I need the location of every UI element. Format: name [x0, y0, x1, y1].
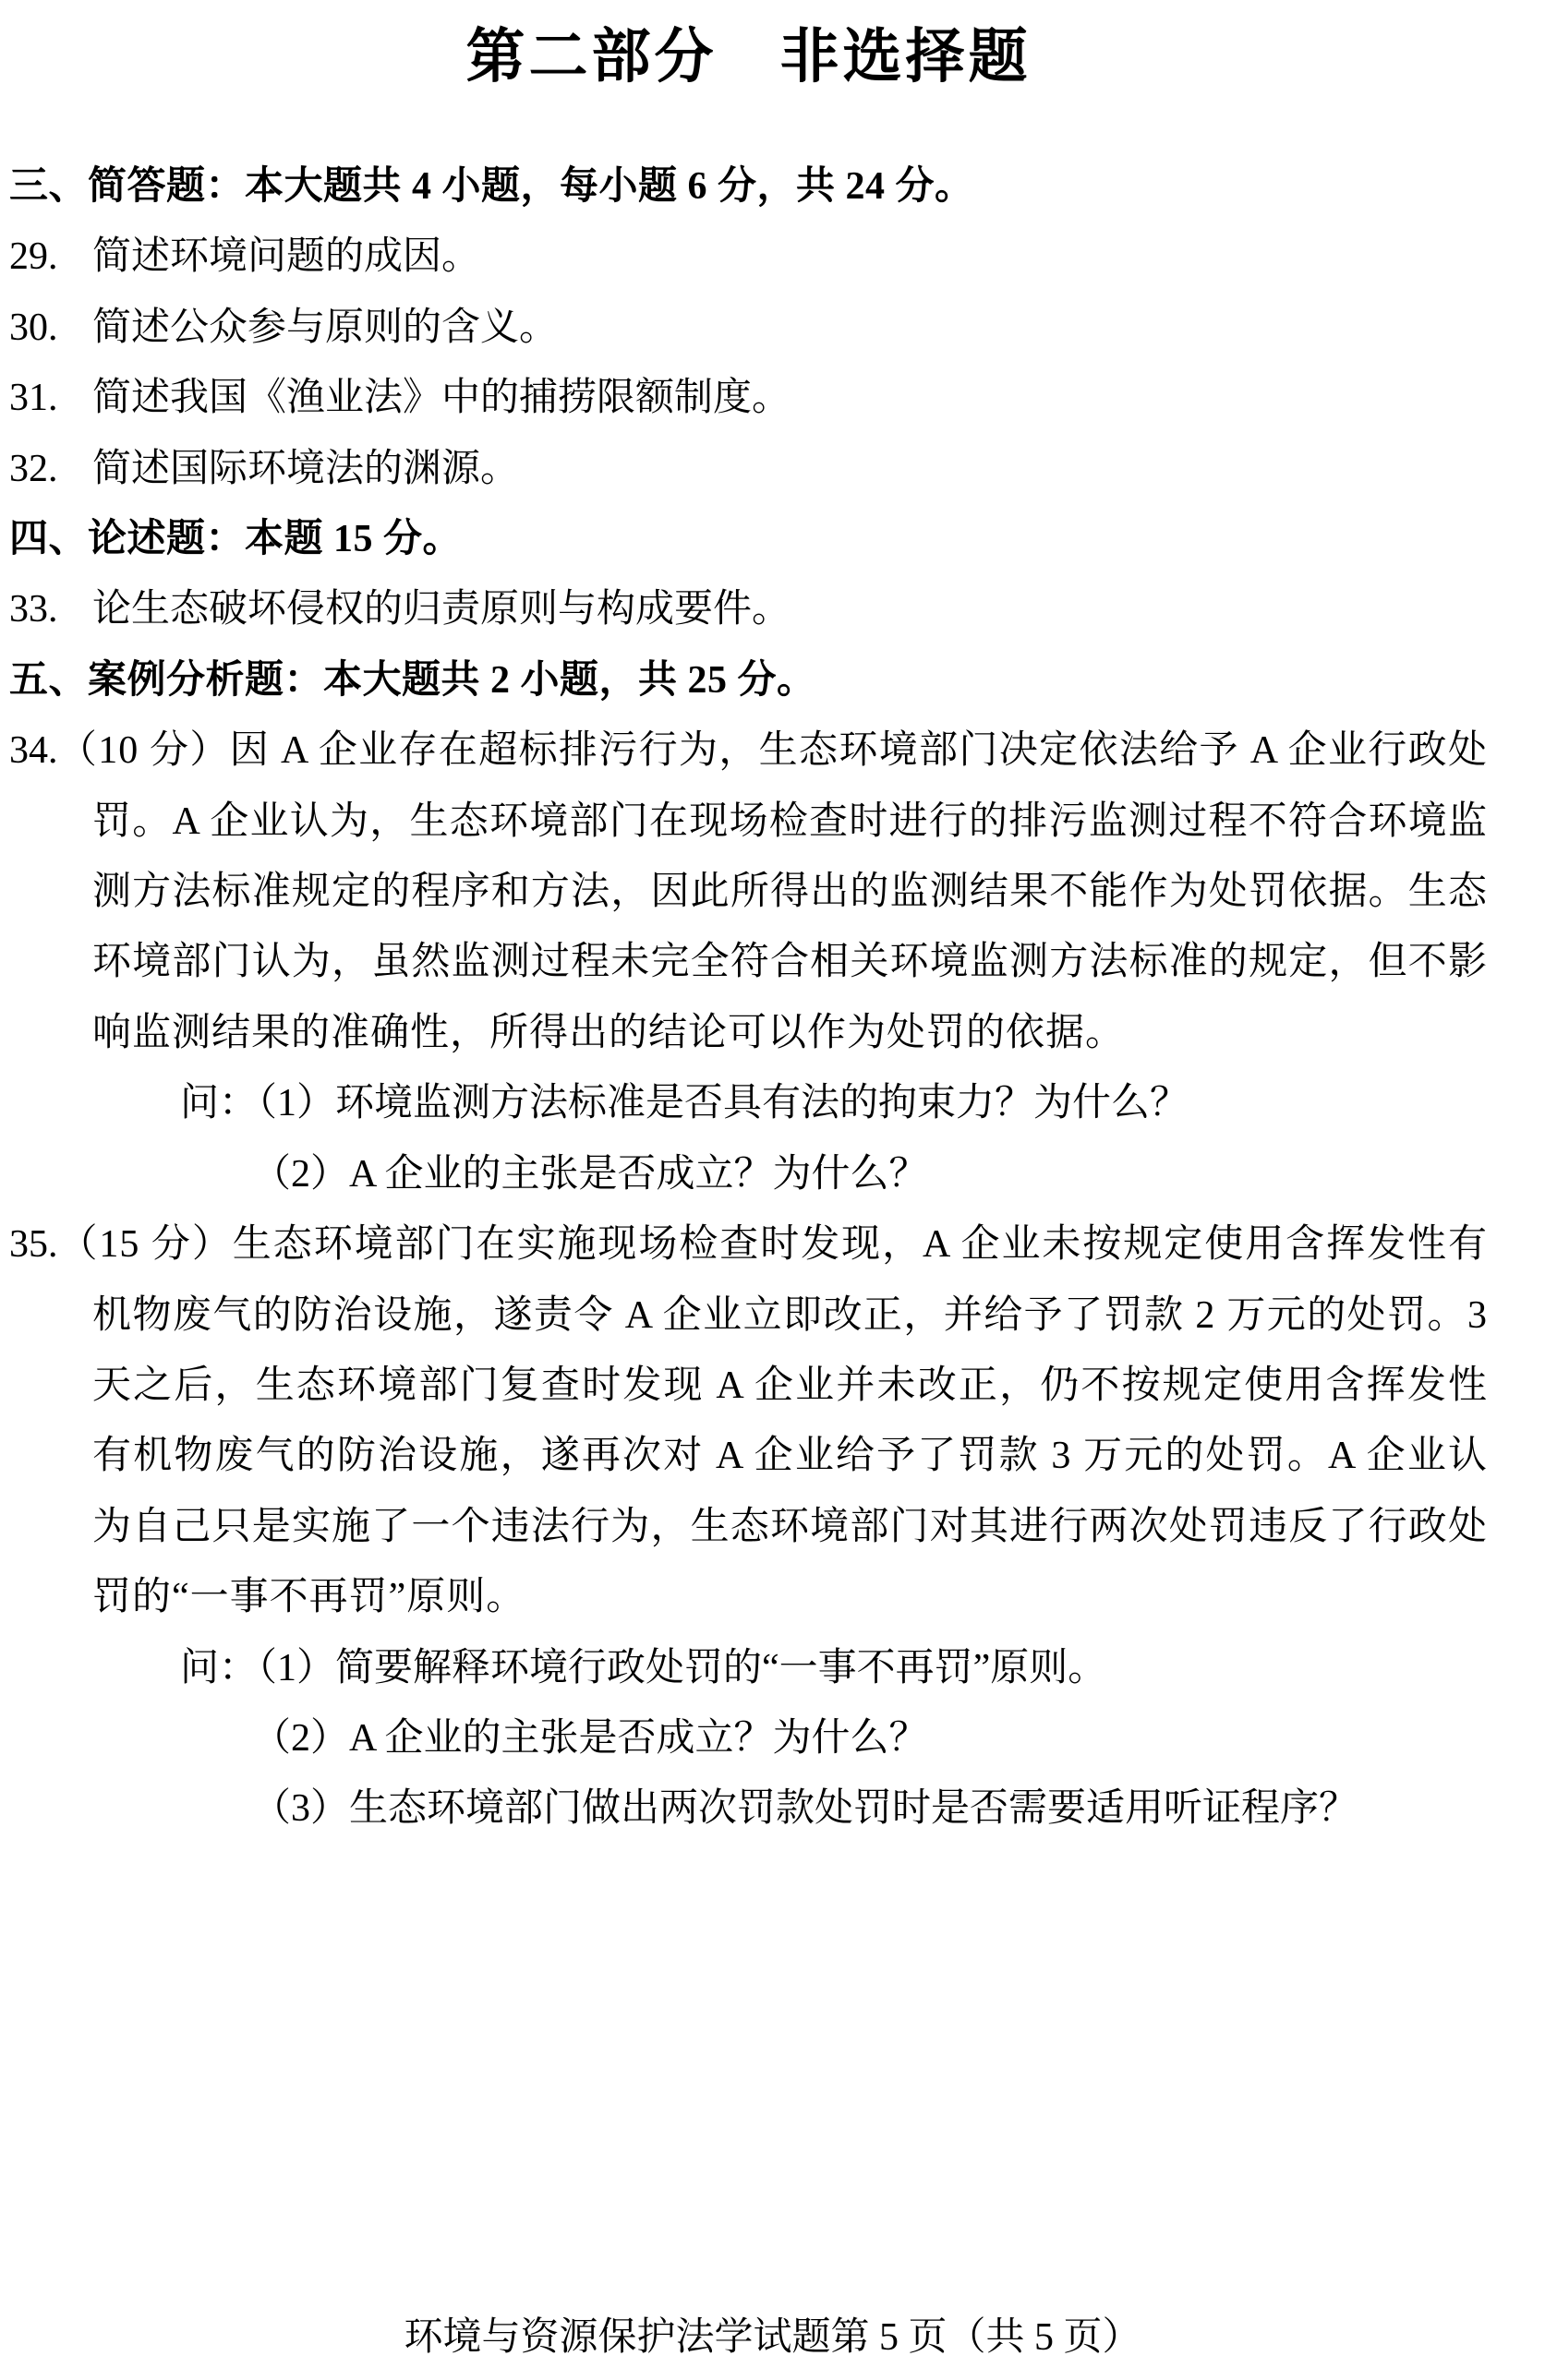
- section-heading: 四、论述题：本题 15 分。: [9, 518, 463, 561]
- page-title: 第二部分 非选择题: [465, 23, 1032, 90]
- question-number: 30.: [9, 306, 58, 349]
- section-heading: 三、简答题：本大题共 4 小题，每小题 6 分，共 24 分。: [9, 165, 974, 208]
- section-short-answer: [9, 151, 1488, 504]
- question-number: 32.: [9, 447, 58, 490]
- sub-question-text: （1）环境监测方法标准是否具有法的拘束力？为什么？: [258, 1082, 1189, 1125]
- sub-question-2: [9, 1139, 1488, 1209]
- question-text: 简述国际环境法的渊源。: [92, 447, 520, 490]
- question-number: 34.: [9, 729, 58, 773]
- section-essay: [9, 504, 1488, 645]
- sub-question-1: [9, 1633, 1488, 1703]
- question-number: 35.: [9, 1223, 58, 1267]
- question-number: 31.: [9, 377, 58, 420]
- question-32: [9, 434, 1488, 504]
- question-33: [9, 574, 1488, 644]
- question-number: 33.: [9, 588, 58, 631]
- case-body: [9, 1209, 1488, 1632]
- sub-question-2: [9, 1703, 1488, 1773]
- question-number: 29.: [9, 235, 58, 279]
- case-question-34: [9, 715, 1488, 1209]
- question-30: [9, 293, 1488, 363]
- page-footer: 环境与资源保护法学试题第 5 页（共 5 页）: [404, 2316, 1141, 2359]
- case-question-35: [9, 1209, 1488, 1845]
- sub-question-text: （2）A 企业的主张是否成立？为什么？: [252, 1152, 928, 1196]
- sub-question-text: （3）生态环境部门做出两次罚款处罚时是否需要适用听证程序？: [252, 1787, 1358, 1831]
- ask-label: 问：: [180, 1082, 259, 1125]
- ask-label: 问：: [180, 1646, 259, 1689]
- question-29: [9, 222, 1488, 292]
- sub-question-text: （2）A 企业的主张是否成立？为什么？: [252, 1716, 928, 1760]
- case-text: （10 分）因 A 企业存在超标排污行为，生态环境部门决定依法给予 A 企业行政处罚。A 企业认为，生态环境部门在现场检查时进行的排污监测过程不符合环境监测方法标准规定的程序和方法，因此所得出的监测结果不能作为处罚依据。生态环境部门认为，虽然监测过程未完全符合相关环境监测方法标准的规定，但不影响监测结果的准确性，所得出的结论可以作为处罚的依据。: [57, 729, 1488, 1054]
- question-text: 论生态破坏侵权的归责原则与构成要件。: [92, 588, 791, 631]
- case-body: [9, 715, 1488, 1068]
- question-text: 简述公众参与原则的含义。: [92, 306, 559, 349]
- sub-question-text: （1）简要解释环境行政处罚的“一事不再罚”原则。: [258, 1646, 1107, 1689]
- section-case-analysis: [9, 645, 1488, 1845]
- question-text: 简述环境问题的成因。: [92, 235, 481, 279]
- section-heading: 五、案例分析题：本大题共 2 小题，共 25 分。: [9, 658, 816, 702]
- question-31: [9, 363, 1488, 433]
- sub-question-1: [9, 1068, 1488, 1138]
- case-text: （15 分）生态环境部门在实施现场检查时发现，A 企业未按规定使用含挥发性有机物废气的防治设施，遂责令 A 企业立即改正，并给予了罚款 2 万元的处罚。3 天之后，生态环境部门复查时发现 A 企业并未改正，仍不按规定使用含挥发性有机物废气的防治设施，遂再次对 A 企业给予了罚款 3 万元的处罚。A 企业认为自己只是实施了一个违法行为，生态环境部门对其进行两次处罚违反了行政处罚的“一事不再罚”原则。: [57, 1223, 1488, 1619]
- question-text: 简述我国《渔业法》中的捕捞限额制度。: [92, 377, 791, 420]
- sub-question-3: [9, 1773, 1488, 1844]
